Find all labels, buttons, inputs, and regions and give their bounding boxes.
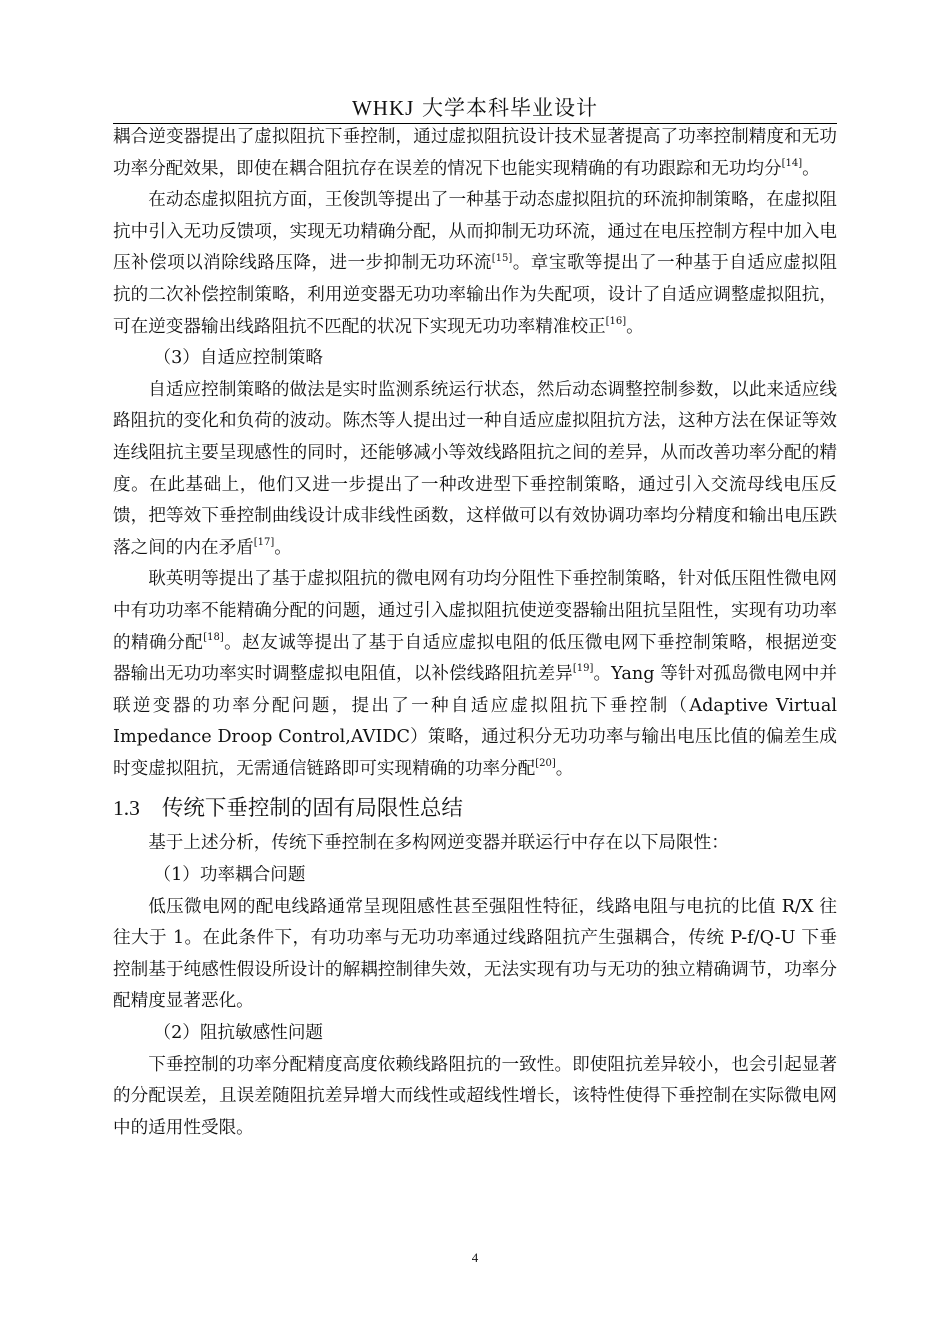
- subheading-adaptive-control: （3）自适应控制策略: [153, 348, 324, 369]
- citation-16: [16]: [605, 315, 627, 327]
- citation-17: [17]: [253, 536, 275, 548]
- subheading-power-coupling: （1）功率耦合问题: [153, 865, 306, 886]
- citation-18: [18]: [203, 631, 224, 643]
- paragraph-2: 在动态虚拟阻抗方面，王俊凯等提出了一种基于动态虚拟阻抗的环流抑制策略，在虚拟阻抗中引入无功反馈项，实现无功精确分配，从而抑制无功环流，通过在电压控制方程中加入电压补偿项以消除线路压降，进一步抑制无功环流[15]。章宝歌等提出了一种基于自适应虚拟阻抗的二次补偿控制策略，利用逆变器无功功率输出作为失配项，设计了自适应调整虚拟阻抗，可在逆变器输出线路阻抗不匹配的状况下实现无功功率精准校正[16]。: [113, 190, 837, 337]
- paragraph-4: 自适应控制策略的做法是实时监测系统运行状态，然后动态调整控制参数，以此来适应线路阻抗的变化和负荷的波动。陈杰等人提出过一种自适应虚拟阻抗方法，这种方法在保证等效连线阻抗主要呈现感性的同时，还能够减小等效线路阻抗之间的差异，从而改善功率分配的精度。在此基础上，他们又进一步提出了一种改进型下垂控制策略，通过引入交流母线电压反馈，把等效下垂控制曲线设计成非线性函数，这样做可以有效协调功率均分精度和输出电压跌落之间的内在矛盾[17]。: [113, 379, 837, 558]
- paragraph-10: 下垂控制的功率分配精度高度依赖线路阻抗的一致性。即使阻抗差异较小，也会引起显著的分配误差，且误差随阻抗差异增大而线性或超线性增长，该特性使得下垂控制在实际微电网中的适用性受限。: [113, 1054, 837, 1138]
- page-body: [113, 122, 837, 1144]
- paragraph-5: 耿英明等提出了基于虚拟阻抗的微电网有功均分阻性下垂控制策略，针对低压阻性微电网中有功功率不能精确分配的问题，通过引入虚拟阻抗使逆变器输出阻抗呈阻性，实现有功功率的精确分配[18]。赵友诚等提出了基于自适应虚拟电阻的低压微电网下垂控制策略，根据逆变器输出无功功率实时调整虚拟电阻值，以补偿线路阻抗差异[19]。Yang 等针对孤岛微电网中并联逆变器的功率分配问题，提出了一种自适应虚拟阻抗下垂控制（Adaptive Virtual Impedance Droop Control,AVIDC）策略，通过积分无功功率与输出电压比值的偏差生成时变虚拟阻抗，无需通信链路即可实现精确的功率分配[20]。: [113, 569, 837, 779]
- citation-14: [14]: [781, 157, 803, 169]
- section-title: 传统下垂控制的固有局限性总结: [161, 796, 463, 822]
- page-number: 4: [471, 1250, 479, 1265]
- citation-19: [19]: [572, 663, 594, 675]
- page-header: [0, 94, 950, 122]
- section-heading: [113, 791, 837, 826]
- paragraph-1: 耦合逆变器提出了虚拟阻抗下垂控制，通过虚拟阻抗设计技术显著提高了功率控制精度和无功功率分配效果，即使在耦合阻抗存在误差的情况下也能实现精确的有功跟踪和无功均分[14]。: [113, 127, 837, 179]
- citation-20: [20]: [535, 758, 556, 770]
- paragraph-8: 低压微电网的配电线路通常呈现阻感性甚至强阻性特征，线路电阻与电抗的比值 R/X 往往大于 1。在此条件下，有功功率与无功功率通过线路阻抗产生强耦合，传统 P-f/Q-U 下垂控制基于纯感性假设所设计的解耦控制律失效，无法实现有功与无功的独立精确调节，功率分配精度显著恶化。: [113, 896, 837, 1012]
- header-prefix: WHKJ: [351, 96, 415, 120]
- section-number: 1.3: [113, 796, 140, 821]
- citation-15: [15]: [491, 252, 513, 264]
- paragraph-6: 基于上述分析，传统下垂控制在多构网逆变器并联运行中存在以下局限性：: [148, 833, 729, 854]
- header-title: 大学本科毕业设计: [422, 96, 598, 120]
- subheading-impedance-sensitivity: （2）阻抗敏感性问题: [153, 1023, 324, 1044]
